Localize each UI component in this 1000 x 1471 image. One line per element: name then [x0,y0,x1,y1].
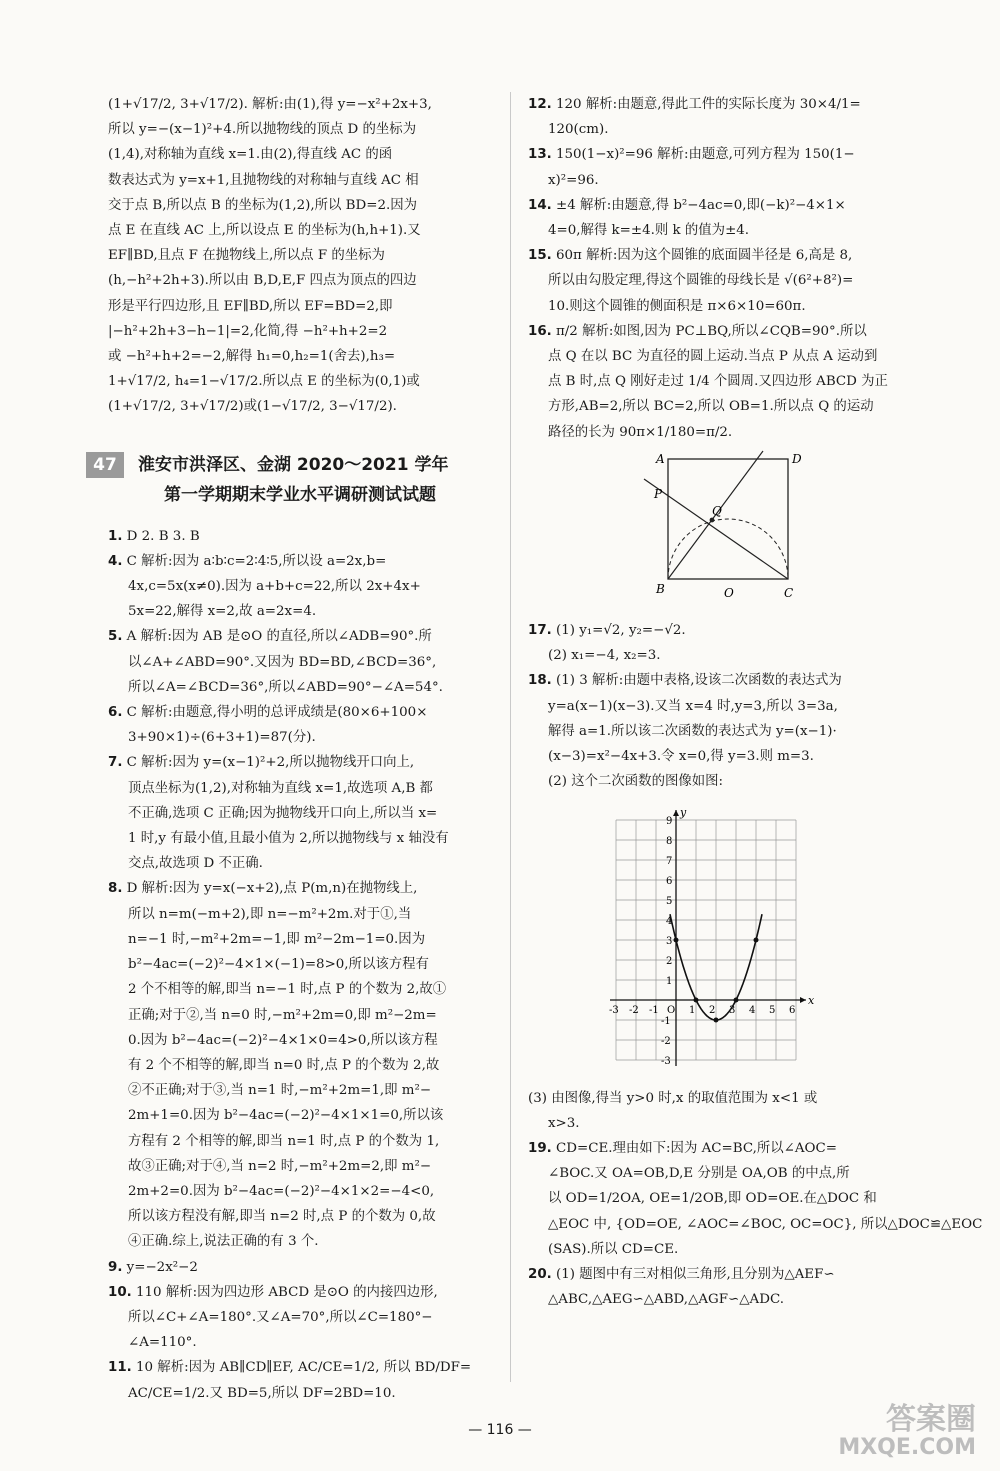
text-line: 形是平行四边形,且 EF∥BD,所以 EF=BD=2,即 [108,298,393,314]
left-column [93,92,492,1406]
question-number: 11. [108,1360,132,1376]
question-number: 20. [528,1267,552,1283]
question-number: 19. [528,1141,552,1157]
answer-continuation: 0.因为 b²−4ac=(−2)²−4×1×0=4>0,所以该方程 [128,1032,438,1048]
answer-continuation: 所以该方程没有解,即当 n=2 时,点 P 的个数为 0,故 [128,1209,436,1225]
answer-continuation: 所以∠A=∠BCD=36°,所以∠ABD=90°−∠A=54°. [128,679,443,695]
semicircle-path [668,519,788,579]
answer-text: (1) 题图中有三对相似三角形,且分别为△AEF∽ [556,1267,835,1283]
answer-continuation: 4=0,解得 k=±4.则 k 的值为±4. [548,223,750,239]
answer-item [528,193,938,243]
text-line: (1+√17/2, 3+√17/2). 解析:由(1),得 y=−x²+2x+3, [108,97,432,112]
x-tick-label: 5 [769,1005,776,1017]
answer-text: 60π 解析:因为这个圆锥的底面圆半径是 6,高是 8, [556,248,853,264]
y-tick-label: 1 [666,976,673,988]
y-axis-arrow [673,810,679,816]
answer-item [108,524,492,549]
question-number: 18. [528,673,552,689]
continued-solution [108,92,492,420]
answer-continuation: ④正确.综上,说法正确的有 3 个. [128,1234,319,1250]
answer-continuation: △EOC 中, {OD=OE, ∠AOC=∠BOC, OC=OC}, 所以△DOC≌△EOC [548,1216,983,1232]
question-number: 9. [108,1259,123,1275]
watermark-line1: 答案圈 [886,1402,976,1437]
parabola-point [754,938,759,943]
text-line: 数表达式为 y=x+1,且抛物线的对称轴与直线 AC 相 [108,172,419,188]
y-tick-label: 4 [666,916,673,928]
text-line: |−h²+2h+3−h−1|=2,化简,得 −h²+h+2=2 [108,323,388,339]
answer-continuation: AC/CE=1/2.又 BD=5,所以 DF=2BD=10. [128,1385,396,1401]
answer-first-line [528,1262,938,1287]
answer-continuation: n=−1 时,−m²+2m=−1,即 m²−2m−1=0.因为 [128,931,426,947]
y-tick-label: 2 [666,956,673,968]
y-tick-label: 3 [666,936,673,948]
answer-item [528,668,938,794]
answer-continuation: 路径的长为 90π×1/180=π/2. [548,424,733,440]
answer-first-line [108,624,492,649]
y-tick-label: 9 [666,816,673,828]
answer-item [108,1355,492,1405]
answer-first-line [528,243,938,268]
answer-text: 120 解析:由题意,得此工件的实际长度为 30×4/1= [556,97,861,112]
label-q: Q [712,503,722,518]
x-axis-label: x [808,994,815,1008]
answer-first-line [528,1136,938,1161]
answer-text: (3) 由图像,得当 y>0 时,x 的取值范围为 x<1 或 [528,1090,818,1106]
answer-continuation: 5x=22,解得 x=2,故 a=2x=4. [128,604,317,620]
text-line: (1+√17/2, 3+√17/2)或(1−√17/2, 3−√17/2). [108,399,397,415]
parabola-figure [609,800,938,1079]
answer-continuation: ②不正确;对于③,当 n=1 时,−m²+2m=1,即 m²− [128,1083,432,1099]
x-tick-label: 6 [789,1005,796,1017]
answer-item [528,142,938,192]
label-a: A [656,451,665,466]
text-line: 交于点 B,所以点 B 的坐标为(1,2),所以 BD=2.因为 [108,197,418,213]
question-number: 10. [108,1284,132,1300]
answer-continuation: 120(cm). [548,122,609,138]
answer-continuation: 2 个不相等的解,即当 n=−1 时,点 P 的个数为 2,故① [128,982,447,998]
parabola-point [674,938,679,943]
answer-item [108,549,492,625]
question-number: 6. [108,705,123,721]
answer-first-line [528,1086,938,1111]
answer-first-line [108,750,492,775]
text-line: 点 E 在直线 AC 上,所以设点 E 的坐标为(h,h+1).又 [108,223,421,239]
answer-item [108,876,492,1254]
question-number: 12. [528,97,552,112]
answer-continuation: 方程有 2 个相等的解,即当 n=1 时,点 P 的个数为 1, [128,1133,440,1149]
y-tick-label: -2 [661,1036,671,1048]
answer-text: π/2 解析:如图,因为 PC⊥BQ,所以∠CQB=90°.所以 [556,323,867,339]
answer-continuation: (x−3)=x²−4x+3.令 x=0,得 y=3.则 m=3. [548,749,814,765]
answer-continuation: 故③正确;对于④,当 n=2 时,−m²+2m=2,即 m²− [128,1158,432,1174]
question-number: 4. [108,553,123,569]
answer-continuation: 顶点坐标为(1,2),对称轴为直线 x=1,故选项 A,B 都 [128,780,433,796]
answer-continuation: y=a(x−1)(x−3).又当 x=4 时,y=3,所以 3=3a, [548,698,838,714]
x-tick-label: -2 [629,1005,639,1017]
answer-continuation: 10.则这个圆锥的侧面积是 π×6×10=60π. [548,298,806,314]
answer-continuation: 以 OD=1/2OA, OE=1/2OB,即 OD=OE.在△DOC 和 [548,1191,877,1207]
answer-text: C 解析:因为 a∶b∶c=2∶4∶5,所以设 a=2x,b= [126,553,387,569]
label-b: B [656,581,665,596]
parabola-point [734,998,739,1003]
y-tick-label: 5 [666,896,673,908]
answer-continuation: 点 Q 在以 BC 为直径的圆上运动.当点 P 从点 A 运动到 [548,349,878,365]
section-title-line2: 第一学期期末学业水平调研测试试题 [164,484,436,505]
y-axis-label: y [680,806,687,820]
answer-first-line [528,668,938,693]
answer-text: (1) 3 解析:由题中表格,设该二次函数的表达式为 [556,673,842,689]
question-number: 8. [108,881,123,897]
answer-continuation: x)²=96. [548,172,599,188]
answer-continuation: 所以∠C+∠A=180°.又∠A=70°,所以∠C=180°− [128,1309,433,1325]
answer-continuation: ∠A=110°. [128,1335,197,1351]
answer-continuation: 解得 a=1.所以该二次函数的表达式为 y=(x−1)· [548,723,837,739]
answer-list-right-c [528,1086,983,1313]
answer-item [108,1280,492,1356]
section-number: 47 [86,452,124,478]
answer-item [528,618,938,668]
x-tick-label: -1 [649,1005,659,1017]
answer-first-line [108,1280,492,1305]
answer-first-line [108,549,492,574]
answer-continuation: 有 2 个不相等的解,即当 n=0 时,点 P 的个数为 2,故 [128,1057,440,1073]
question-number: 16. [528,323,552,339]
x-tick-label: 3 [729,1005,736,1017]
y-tick-label: -3 [661,1056,671,1068]
square-figure [638,451,938,612]
question-number: 5. [108,629,123,645]
answer-item [528,92,938,142]
answer-continuation: 不正确,选项 C 正确;因为抛物线开口向上,所以当 x= [128,805,438,821]
watermark [838,1404,976,1460]
answer-text: (1) y₁=√2, y₂=−√2. [556,623,686,639]
label-p: P [654,486,663,501]
column-divider [510,92,511,1382]
answer-first-line [108,700,492,725]
answer-first-line [528,92,938,117]
x-tick-label: 2 [709,1005,716,1017]
answer-first-line [108,1355,492,1380]
answer-text: ±4 解析:由题意,得 b²−4ac=0,即(−k)²−4×1× [556,197,846,213]
answer-continuation: ∠BOC.又 OA=OB,D,E 分别是 OA,OB 的中点,所 [548,1166,850,1182]
answer-item [108,750,492,876]
page-number: — 116 — [468,1422,532,1438]
answer-continuation: 正确;对于②,当 n=0 时,−m²+2m=0,即 m²−2m= [128,1007,437,1023]
line-pc [644,479,788,579]
answer-item [108,700,492,750]
answer-continuation: 方形,AB=2,所以 BC=2,所以 OB=1.所以点 Q 的运动 [548,399,874,415]
right-column [528,92,983,1313]
answer-continuation: 点 B 时,点 Q 刚好走过 1/4 个圆周.又四边形 ABCD 为正 [548,374,888,390]
watermark-line2: MXQE.COM [838,1435,976,1460]
answer-text: CD=CE.理由如下:因为 AC=BC,所以∠AOC= [556,1141,837,1157]
answer-first-line [108,876,492,901]
answer-continuation: x>3. [548,1115,580,1131]
x-tick-label: 1 [689,1005,696,1017]
answer-item [108,1255,492,1280]
question-number: 7. [108,755,123,771]
text-line: 所以 y=−(x−1)²+4.所以抛物线的顶点 D 的坐标为 [108,122,417,138]
label-o: O [724,585,734,600]
x-tick-label: 4 [749,1005,756,1017]
answer-first-line [108,1255,492,1280]
x-tick-label: O [667,1005,676,1017]
answer-continuation: (2) 这个二次函数的图像如图: [548,774,724,790]
answer-first-line [528,193,938,218]
text-line: 1+√17/2, h₄=1−√17/2.所以点 E 的坐标为(0,1)或 [108,374,420,390]
text-line: (1,4),对称轴为直线 x=1.由(2),得直线 AC 的函 [108,147,393,163]
answer-list-right-a [528,92,938,445]
y-tick-label: 6 [666,876,673,888]
answer-text: C 解析:由题意,得小明的总评成绩是(80×6+100× [126,705,428,721]
answer-text: D 解析:因为 y=x(−x+2),点 P(m,n)在抛物线上, [126,881,418,897]
parabola-point [714,1018,719,1023]
answer-continuation: 所以 n=m(−m+2),即 n=−m²+2m.对于①,当 [128,906,412,922]
section-header [93,450,492,510]
question-number: 13. [528,147,552,163]
question-number: 14. [528,197,552,213]
answer-continuation: 所以由勾股定理,得这个圆锥的母线长是 √(6²+8²)= [548,273,854,289]
answer-first-line [528,142,938,167]
answer-text: 110 解析:因为四边形 ABCD 是⊙O 的内接四边形, [136,1284,438,1300]
y-tick-label: -1 [661,1016,671,1028]
y-tick-label: 7 [666,856,673,868]
question-number: 17. [528,623,552,639]
text-line: 或 −h²+h+2=−2,解得 h₁=0,h₂=1(舍去),h₃= [108,349,396,365]
text-line: EF∥BD,且点 F 在抛物线上,所以点 F 的坐标为 [108,248,385,264]
label-d: D [792,451,802,466]
answer-continuation: (2) x₁=−4, x₂=3. [548,648,661,664]
question-number: 1. [108,528,123,544]
answer-continuation: 交点,故选项 D 不正确. [128,856,263,872]
text-line: (h,−h²+2h+3).所以由 B,D,E,F 四点为顶点的四边 [108,273,417,289]
answer-continuation: 以∠A+∠ABD=90°.又因为 BD=BD,∠BCD=36°, [128,654,437,670]
answer-list-left [108,524,492,1406]
answer-item [528,1262,938,1312]
answer-text: C 解析:因为 y=(x−1)²+2,所以抛物线开口向上, [126,755,415,771]
answer-item [528,1086,938,1136]
answer-continuation: (SAS).所以 CD=CE. [548,1241,679,1257]
parabola-chart [609,800,848,1070]
x-axis-arrow [800,997,806,1003]
answer-first-line [108,524,492,549]
answer-continuation: 1 时,y 有最小值,且最小值为 2,所以抛物线与 x 轴没有 [128,831,449,847]
answer-continuation: 4x,c=5x(x≠0).因为 a+b+c=22,所以 2x+4x+ [128,579,421,595]
section-title-line1: 淮安市洪泽区、金湖 2020～2021 学年 [138,454,449,475]
answer-text: y=−2x²−2 [126,1259,198,1275]
answer-text: 150(1−x)²=96 解析:由题意,可列方程为 150(1− [556,147,855,163]
parabola-point [694,998,699,1003]
answer-item [528,243,938,319]
answer-continuation: b²−4ac=(−2)²−4×1×(−1)=8>0,所以该方程有 [128,957,429,973]
answer-text: A 解析:因为 AB 是⊙O 的直径,所以∠ADB=90°.所 [126,629,432,645]
x-tick-label: -3 [609,1005,619,1017]
answer-continuation: 2m+1=0.因为 b²−4ac=(−2)²−4×1×1=0,所以该 [128,1108,444,1124]
answer-item [108,624,492,700]
answer-continuation: 3+90×1)÷(6+3+1)=87(分). [128,730,316,746]
answer-item [528,319,938,445]
square-diagram [638,451,828,603]
answer-continuation: △ABC,△AEG∽△ABD,△AGF∽△ADC. [548,1292,784,1308]
answer-item [528,1136,983,1262]
answer-text: 10 解析:因为 AB∥CD∥EF, AC/CE=1/2, 所以 BD/DF= [136,1360,472,1376]
answer-continuation: 2m+2=0.因为 b²−4ac=(−2)²−4×1×2=−4<0, [128,1183,435,1199]
question-number: 15. [528,248,552,264]
answer-text: D 2. B 3. B [126,528,200,544]
label-c: C [784,585,794,600]
answer-list-right-b [528,618,938,794]
answer-first-line [528,618,938,643]
point-q [710,517,715,522]
y-tick-label: 8 [666,836,673,848]
answer-first-line [528,319,938,344]
